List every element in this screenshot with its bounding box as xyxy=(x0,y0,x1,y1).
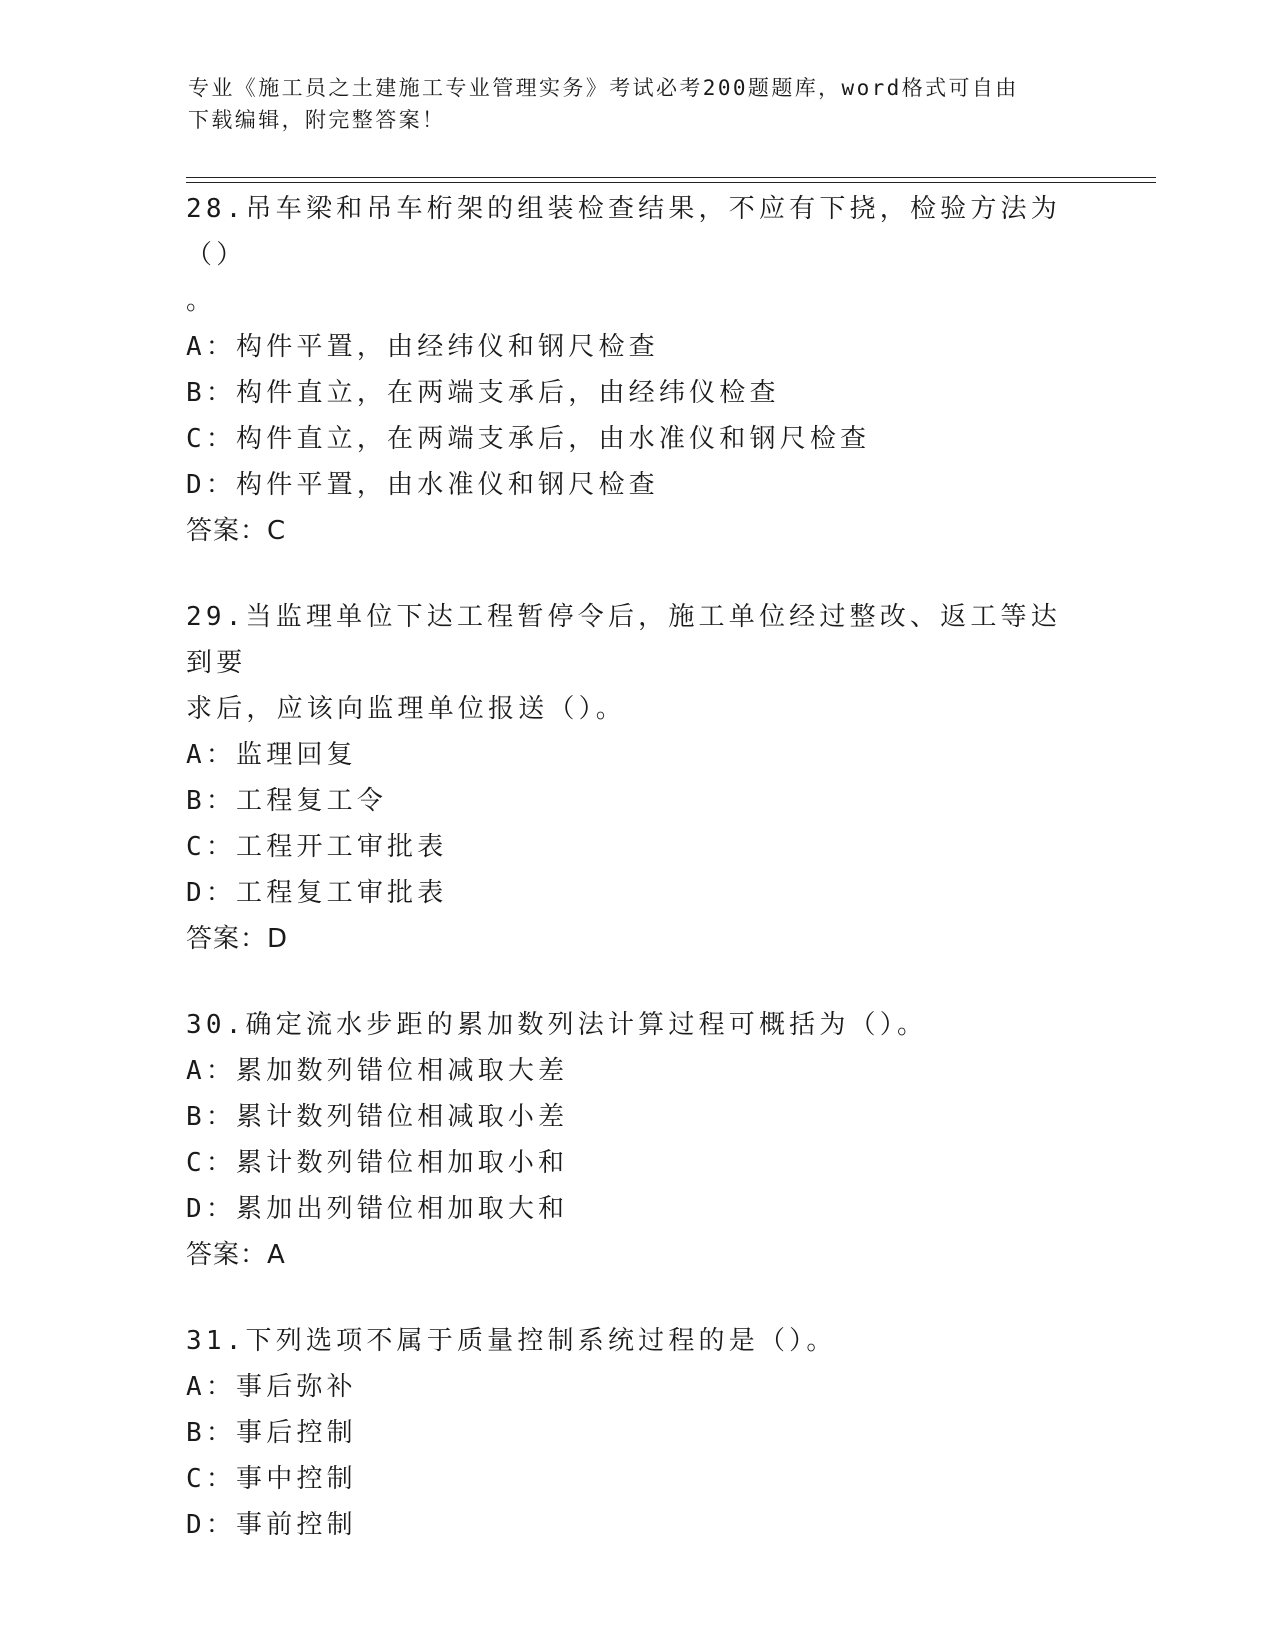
question-stem-line: 30.确定流水步距的累加数列法计算过程可概括为（）。 xyxy=(186,1010,928,1040)
option-c: C：构件直立，在两端支承后，由水准仪和钢尺检查 xyxy=(186,424,871,454)
question-stem xyxy=(186,186,1086,324)
answer-line: 答案：A xyxy=(186,1240,286,1270)
option-b: B：事后控制 xyxy=(186,1418,357,1448)
option-a: A：监理回复 xyxy=(186,740,357,770)
option-c: C：工程开工审批表 xyxy=(186,832,448,862)
answer-line: 答案：C xyxy=(186,516,287,546)
header-divider-bottom xyxy=(186,182,1156,183)
option-b: B：累计数列错位相减取小差 xyxy=(186,1102,569,1132)
option-b: B：工程复工令 xyxy=(186,786,388,816)
question-stem-line: 求后，应该向监理单位报送（）。 xyxy=(186,694,627,724)
question-stem-line: 31.下列选项不属于质量控制系统过程的是（）。 xyxy=(186,1326,837,1356)
question-28 xyxy=(186,186,1086,554)
question-stem-line: 28.吊车梁和吊车桁架的组装检查结果，不应有下挠，检验方法为（） xyxy=(186,194,1061,270)
option-d: D：累加出列错位相加取大和 xyxy=(186,1194,569,1224)
option-d: D：事前控制 xyxy=(186,1510,357,1540)
option-c: C：累计数列错位相加取小和 xyxy=(186,1148,569,1178)
question-list xyxy=(186,186,1086,1548)
option-a: A：构件平置，由经纬仪和钢尺检查 xyxy=(186,332,659,362)
header-line-1: 专业《施工员之土建施工专业管理实务》考试必考200题题库，word格式可自由 xyxy=(188,76,1019,100)
document-header xyxy=(188,72,1088,136)
question-stem xyxy=(186,1318,1086,1364)
option-a: A：事后弥补 xyxy=(186,1372,357,1402)
option-a: A：累加数列错位相减取大差 xyxy=(186,1056,569,1086)
option-b: B：构件直立，在两端支承后，由经纬仪检查 xyxy=(186,378,780,408)
question-stem xyxy=(186,1002,1086,1048)
answer-line: 答案：D xyxy=(186,924,289,954)
option-d: D：工程复工审批表 xyxy=(186,878,448,908)
question-31 xyxy=(186,1318,1086,1548)
question-30 xyxy=(186,1002,1086,1278)
question-stem xyxy=(186,594,1086,732)
question-29 xyxy=(186,594,1086,962)
option-c: C：事中控制 xyxy=(186,1464,357,1494)
question-stem-line: 29.当监理单位下达工程暂停令后，施工单位经过整改、返工等达到要 xyxy=(186,602,1061,678)
header-divider-top xyxy=(186,177,1156,178)
header-line-2: 下载编辑，附完整答案！ xyxy=(188,108,446,132)
question-stem-line: 。 xyxy=(186,286,217,316)
option-d: D：构件平置，由水准仪和钢尺检查 xyxy=(186,470,659,500)
